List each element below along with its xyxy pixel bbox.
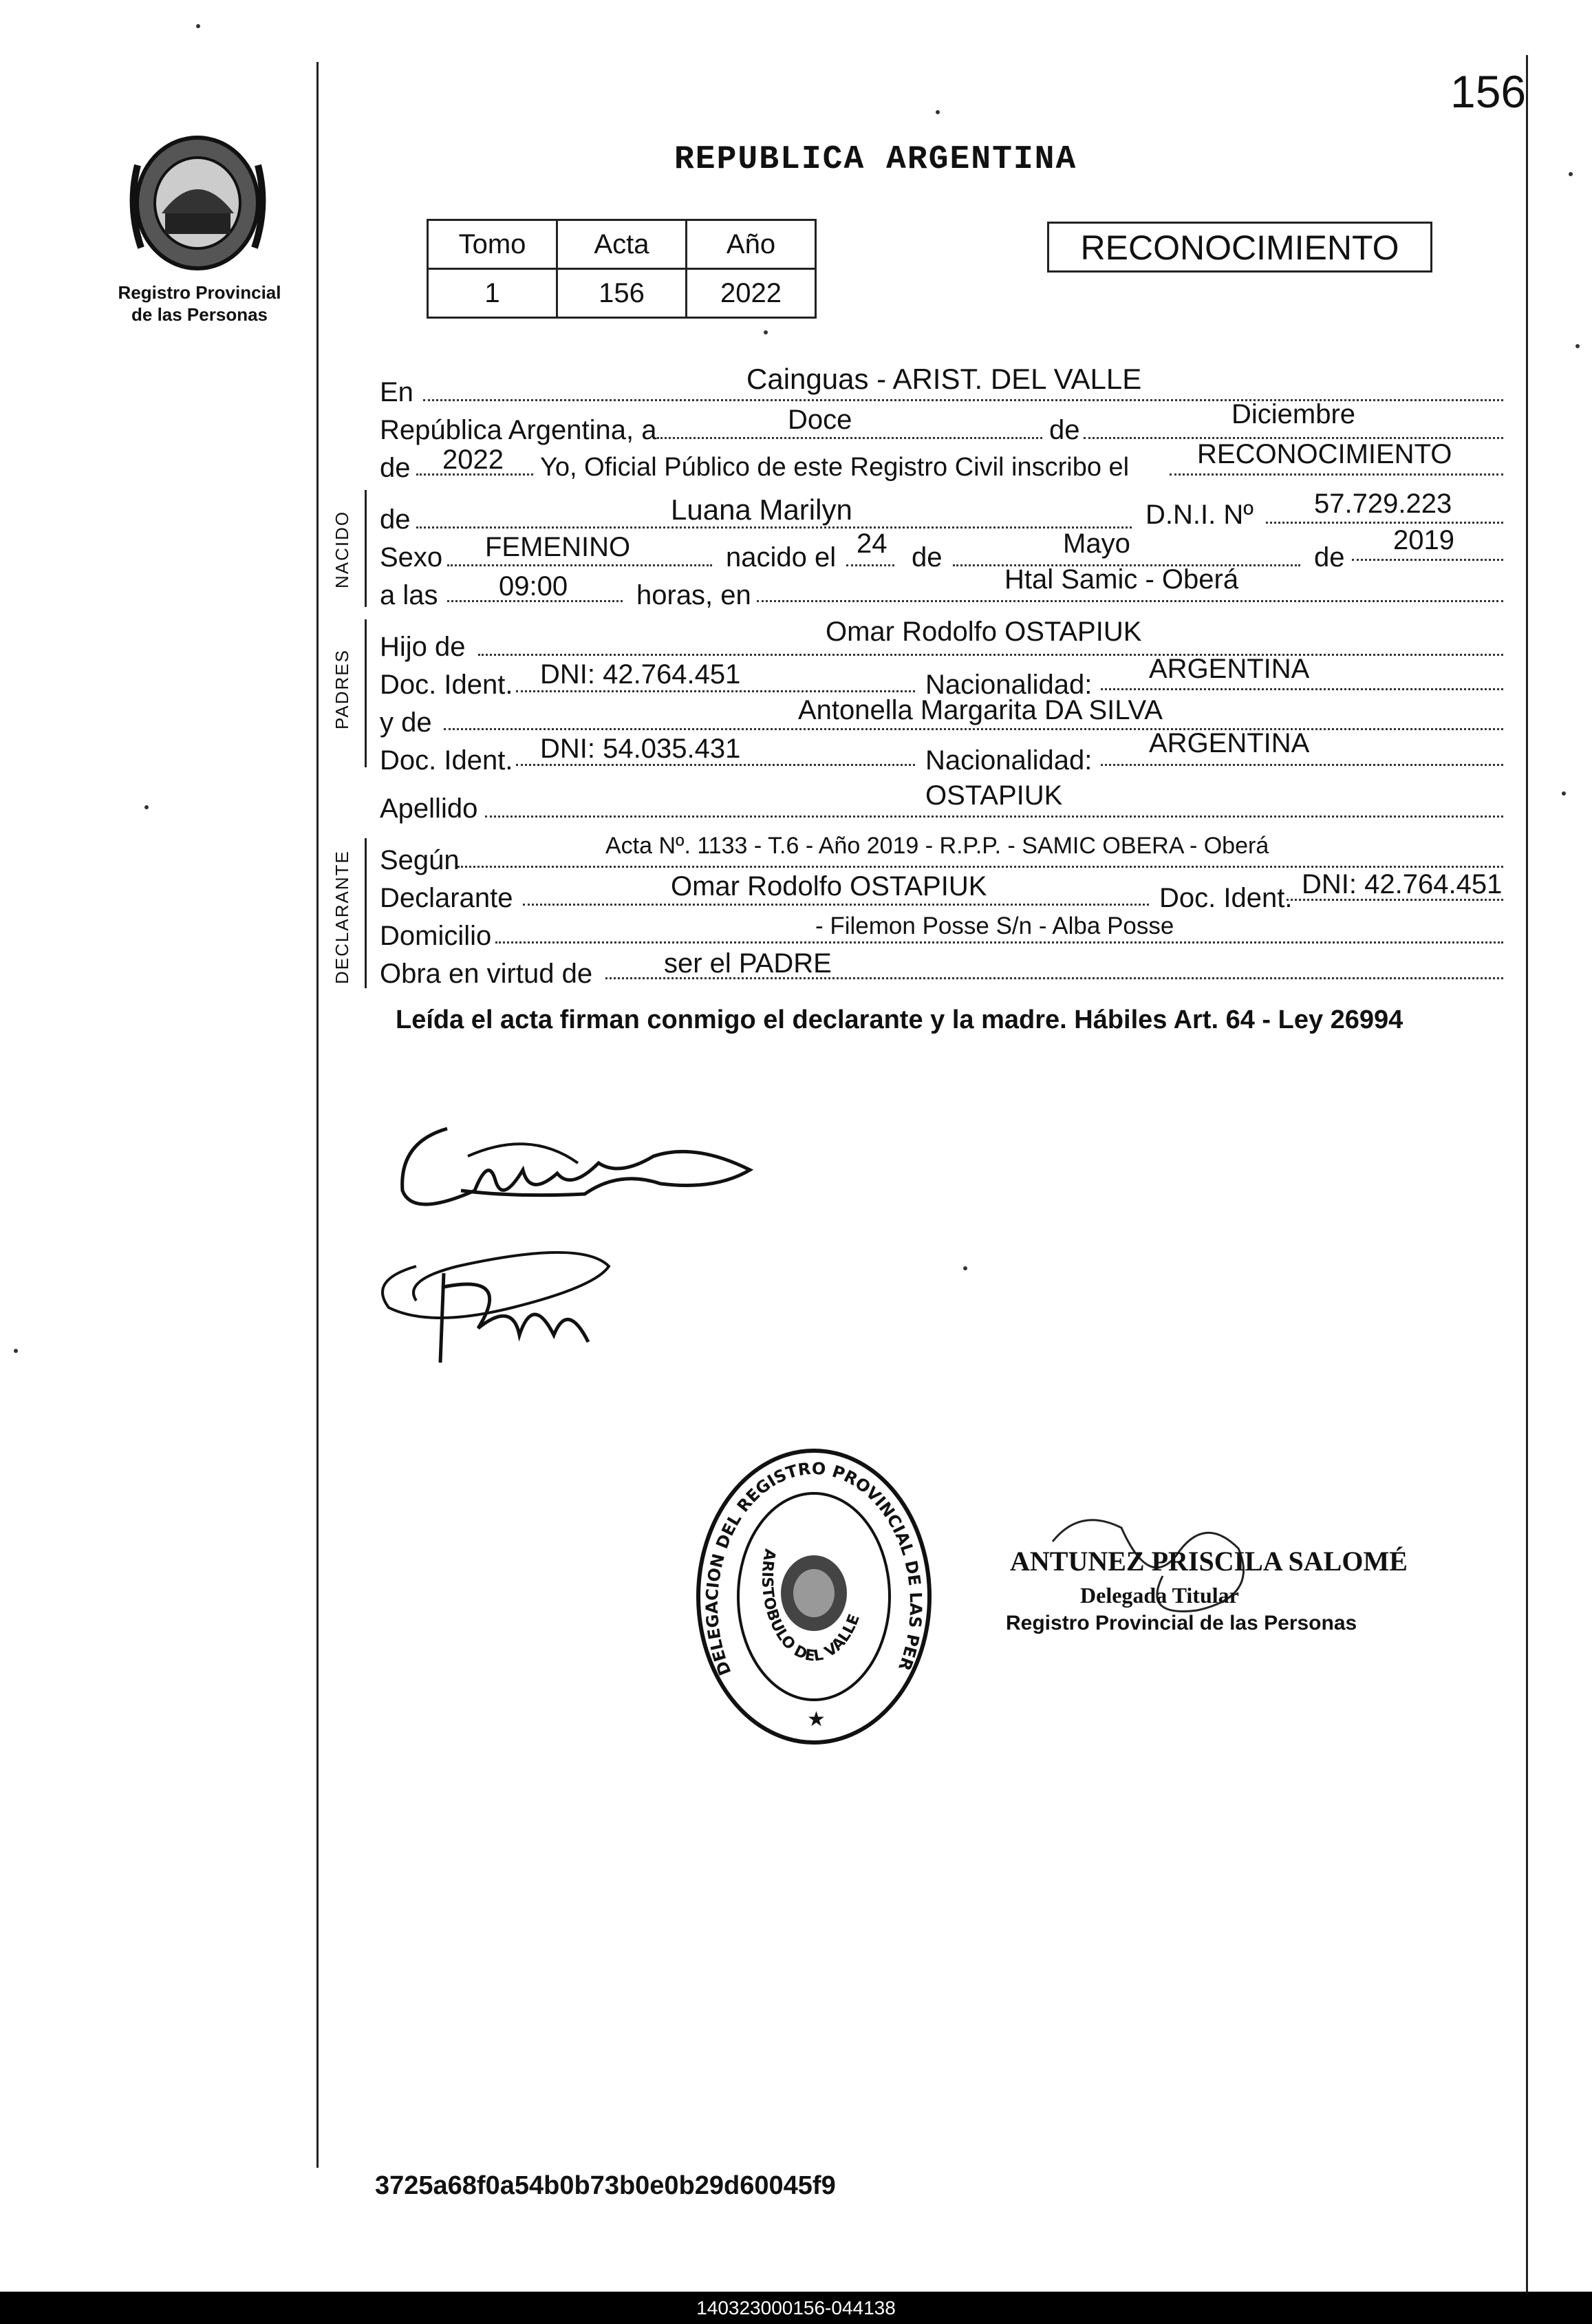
- en-label: En: [380, 377, 413, 407]
- hijo-label: Hijo de: [380, 632, 466, 662]
- scan-speck: [936, 110, 940, 114]
- anio-value: 2022: [442, 445, 504, 475]
- doc3-value: DNI: 42.764.451: [1302, 869, 1503, 899]
- declarante-label: Declarante: [380, 883, 513, 913]
- record-table: [427, 219, 817, 319]
- record-table-header: Año: [687, 220, 816, 269]
- domicilio-value: - Filemon Posse S/n - Alba Posse: [815, 913, 1174, 939]
- de3-label: de: [380, 504, 411, 535]
- stamp-outer-text: DELEGACION DEL REGISTRO PROVINCIAL DE LAS PER: [702, 1458, 926, 1678]
- scan-speck: [144, 805, 149, 809]
- doc1-value: DNI: 42.764.451: [540, 659, 741, 690]
- dni-value: 57.729.223: [1314, 489, 1452, 519]
- nac-dia-value: 24: [857, 529, 888, 559]
- en-value: Cainguas - ARIST. DEL VALLE: [746, 363, 1142, 395]
- misiones-seal-icon: [124, 124, 272, 279]
- apellido-label: Apellido: [380, 793, 478, 824]
- de5-label: de: [1314, 542, 1345, 573]
- madre-dotline: [444, 728, 1503, 730]
- scan-speck: [1562, 791, 1566, 796]
- domicilio-label: Domicilio: [380, 921, 492, 951]
- record-table-cell: 1: [428, 269, 557, 318]
- de1-label: de: [1049, 415, 1080, 445]
- inscribo-value: RECONOCIMIENTO: [1197, 439, 1452, 469]
- nac-mes-value: Mayo: [1063, 529, 1130, 559]
- nombre-value: Luana Marilyn: [671, 493, 852, 526]
- doc2-value: DNI: 54.035.431: [540, 734, 741, 764]
- de4-label: de: [912, 542, 943, 573]
- madre-signature: [375, 1246, 643, 1369]
- sexo-value: FEMENINO: [485, 532, 631, 562]
- nacido-label: nacido el: [726, 542, 837, 573]
- dni-dotline: [1266, 522, 1503, 524]
- doc2-dotline: [516, 764, 915, 766]
- record-type: RECONOCIMIENTO: [1080, 228, 1399, 267]
- doc2-label: Doc. Ident.: [380, 745, 513, 776]
- padres-side-label: PADRES: [332, 649, 352, 729]
- sexo-dotline: [447, 564, 712, 566]
- republica-dotline: [657, 437, 1042, 439]
- obra-value: ser el PADRE: [664, 948, 832, 979]
- nac2-label: Nacionalidad:: [925, 745, 1093, 776]
- page-number: 156: [1450, 66, 1527, 117]
- nac1-label: Nacionalidad:: [925, 670, 1093, 700]
- nacido-side-label: NACIDO: [332, 510, 352, 588]
- logo-caption-line1: Registro Provincial: [118, 282, 281, 303]
- nac-dia-dotline: [846, 564, 894, 566]
- document-hash: 3725a68f0a54b0b73b0e0b29d60045f9: [375, 2171, 836, 2200]
- right-margin-line: [1526, 55, 1528, 2299]
- madre-value: Antonella Margarita DA SILVA: [798, 695, 1163, 725]
- horas-label: horas, en: [636, 580, 751, 610]
- scan-speck: [14, 1349, 18, 1353]
- dia-value: Doce: [788, 405, 852, 435]
- nac-anio-dotline: [1352, 559, 1503, 561]
- closing-text: Leída el acta firman conmigo el declarante y la madre. Hábiles Art. 64 - Ley 26994: [396, 1005, 1403, 1034]
- record-table-header-row: [428, 220, 816, 269]
- record-table-value-row: [428, 269, 816, 318]
- official-title: Delegada Titular: [1080, 1583, 1239, 1608]
- hora-value: 09:00: [499, 571, 568, 601]
- declarante-side-label: DECLARANTE: [332, 850, 352, 984]
- record-table-header: Tomo: [428, 220, 557, 269]
- nac1-value: ARGENTINA: [1149, 654, 1310, 684]
- lugar-value: Htal Samic - Oberá: [1004, 564, 1239, 595]
- doc3-label: Doc. Ident.: [1159, 883, 1293, 913]
- nombre-dotline: [416, 526, 1132, 529]
- official-stamp: [690, 1445, 938, 1748]
- domicilio-dotline: [495, 941, 1503, 944]
- record-table-cell: 156: [557, 269, 687, 318]
- lugar-dotline: [757, 600, 1503, 602]
- nacido-bracket: [365, 490, 367, 607]
- inscribo-label: Yo, Oficial Público de este Registro Civil inscribo el: [540, 453, 1130, 482]
- sexo-label: Sexo: [380, 542, 443, 573]
- segun-label: Según: [380, 845, 460, 875]
- republica-label: República Argentina, a: [380, 415, 657, 445]
- scan-speck: [764, 330, 768, 334]
- mes-value: Diciembre: [1231, 399, 1356, 429]
- footer-code: 140323000156-044138: [696, 2297, 896, 2318]
- logo-caption-line2: de las Personas: [131, 304, 268, 325]
- signature-2-icon: [375, 1246, 643, 1369]
- declarante-value: Omar Rodolfo OSTAPIUK: [671, 871, 987, 902]
- doc1-label: Doc. Ident.: [380, 670, 513, 700]
- nac1-dotline: [1101, 688, 1503, 690]
- segun-dotline: [458, 866, 1503, 868]
- footer-bar: [0, 2292, 1592, 2324]
- document-title: REPUBLICA ARGENTINA: [674, 141, 1077, 178]
- obra-label: Obra en virtud de: [380, 959, 593, 989]
- official-name: ANTUNEZ PRISCILA SALOMÉ: [1010, 1546, 1408, 1577]
- declarante-dotline: [523, 904, 1149, 906]
- scan-speck: [196, 24, 200, 28]
- yde-label: y de: [380, 707, 432, 738]
- padre-dotline: [478, 654, 1503, 656]
- doc1-dotline: [516, 690, 915, 692]
- stamp-seal-icon: [690, 1445, 938, 1748]
- padre-value: Omar Rodolfo OSTAPIUK: [826, 617, 1142, 647]
- provincial-logo: [124, 124, 272, 279]
- dni-label: D.N.I. Nº: [1145, 500, 1254, 530]
- apellido-value: OSTAPIUK: [925, 780, 1063, 811]
- left-margin-line: [316, 62, 319, 2168]
- stamp-inner-text: ARISTOBULO DEL VALLE: [757, 1547, 864, 1665]
- official-office: Registro Provincial de las Personas: [1006, 1612, 1357, 1634]
- inscribo-dotline: [1170, 473, 1503, 476]
- padres-bracket: [365, 619, 367, 767]
- signature-1-icon: [392, 1115, 791, 1246]
- record-table-cell: 2022: [687, 269, 816, 318]
- declarante-bracket: [365, 838, 367, 988]
- declarante-signature: [392, 1115, 791, 1246]
- scan-speck: [1569, 172, 1573, 176]
- svg-text:★: ★: [807, 1708, 826, 1731]
- record-type-box: [1047, 222, 1432, 273]
- record-table-header: Acta: [557, 220, 687, 269]
- scan-speck: [1575, 344, 1580, 348]
- nac2-value: ARGENTINA: [1149, 728, 1310, 758]
- nac2-dotline: [1101, 764, 1503, 766]
- alas-label: a las: [380, 580, 438, 610]
- nac-anio-value: 2019: [1393, 525, 1454, 555]
- scan-speck: [963, 1266, 967, 1270]
- de2-label: de: [380, 453, 411, 483]
- segun-value: Acta Nº. 1133 - T.6 - Año 2019 - R.P.P. - SAMIC OBERA - Oberá: [605, 833, 1269, 859]
- apellido-dotline: [485, 815, 1503, 818]
